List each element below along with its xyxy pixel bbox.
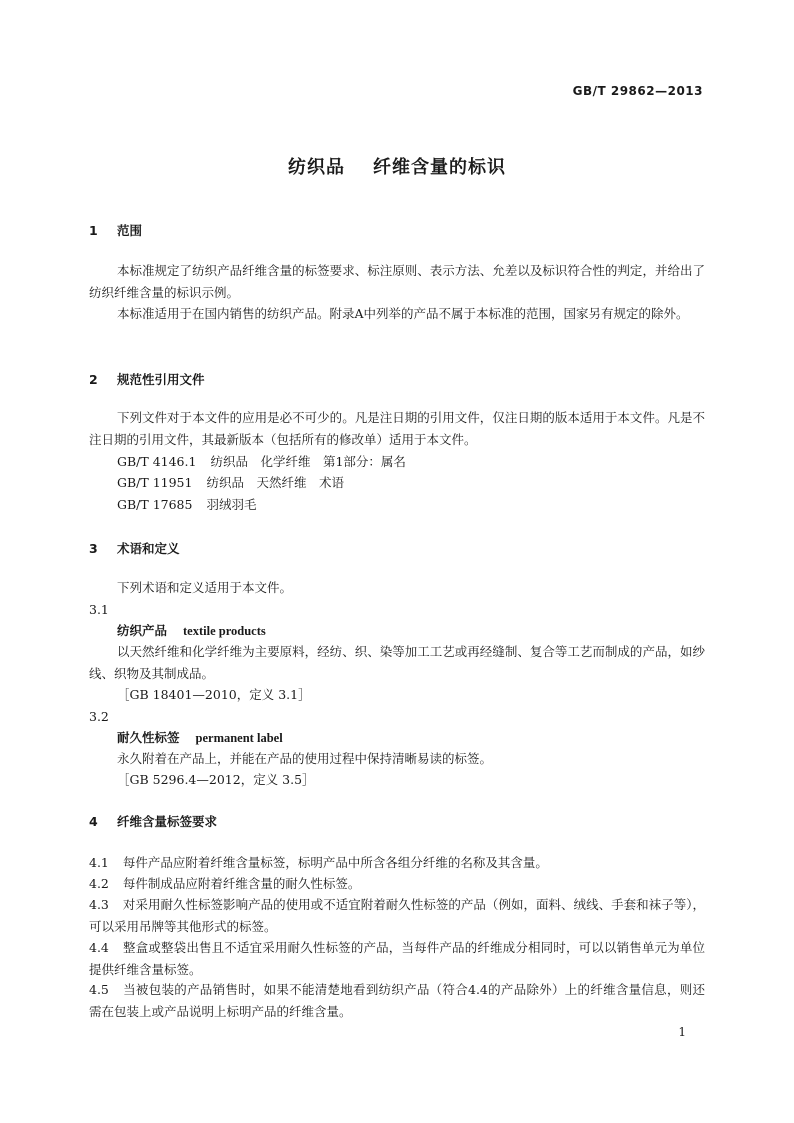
page-number: 1 [678, 1025, 686, 1039]
term-3-2-title: 耐久性标签 permanent label [117, 730, 283, 745]
page-title [0, 153, 794, 179]
term-3-2-definition: 永久附着在产品上，并能在产品的使用过程中保持清晰易读的标签。 [117, 751, 493, 766]
clause-4-5: 4.5 当被包装的产品销售时，如果不能清楚地看到纺织产品（符合4.4的产品除外）上的纤维含量信息，则还需在包装上或产品说明上标明产品的纤维含量。 [89, 982, 705, 1019]
section-1-paragraph-1: 本标准规定了纺织产品纤维含量的标签要求、标注原则、表示方法、允差以及标识符合性的判定，并给出了纺织纤维含量的标识示例。 [89, 263, 705, 300]
term-3-1-source: ［GB 18401—2010，定义 3.1］ [117, 687, 311, 702]
term-3-1-title: 纺织产品 textile products [117, 623, 266, 638]
normative-reference: GB/T 17685 羽绒羽毛 [117, 497, 257, 512]
title-part1: 纺织品 [288, 157, 345, 178]
section-1-paragraph-2: 本标准适用于在国内销售的纺织产品。附录A中列举的产品不属于本标准的范围，国家另有规定的除外。 [117, 306, 689, 321]
section-4-heading: 4 纤维含量标签要求 [89, 814, 218, 829]
term-3-2-source: ［GB 5296.4—2012，定义 3.5］ [117, 772, 315, 787]
clause-4-3: 4.3 对采用耐久性标签影响产品的使用或不适宜附着耐久性标签的产品（例如，面料、绒线、手套和袜子等），可以采用吊牌等其他形式的标签。 [89, 897, 705, 934]
clause-4-2: 4.2 每件制成品应附着纤维含量的耐久性标签。 [89, 876, 361, 891]
section-3-heading: 3 术语和定义 [89, 541, 180, 556]
normative-reference: GB/T 11951 纺织品 天然纤维 术语 [117, 475, 344, 490]
section-2-paragraph-1: 下列文件对于本文件的应用是必不可少的。凡是注日期的引用文件，仅注日期的版本适用于本文件。凡是不注日期的引用文件，其最新版本（包括所有的修改单）适用于本文件。 [89, 410, 705, 447]
section-3-intro: 下列术语和定义适用于本文件。 [117, 580, 293, 595]
title-part2: 纤维含量的标识 [373, 157, 506, 178]
term-3-2-number: 3.2 [89, 709, 109, 724]
clause-4-1: 4.1 每件产品应附着纤维含量标签，标明产品中所含各组分纤维的名称及其含量。 [89, 855, 548, 870]
section-2-heading: 2 规范性引用文件 [89, 372, 205, 387]
section-1-heading: 1 范围 [89, 223, 143, 238]
normative-reference: GB/T 4146.1 纺织品 化学纤维 第1部分：属名 [117, 454, 406, 469]
term-3-1-definition: 以天然纤维和化学纤维为主要原料，经纺、织、染等加工工艺或再经缝制、复合等工艺而制成的产品，如纱线、织物及其制成品。 [89, 644, 705, 681]
clause-4-4: 4.4 整盒或整袋出售且不适宜采用耐久性标签的产品，当每件产品的纤维成分相同时，可以以销售单元为单位提供纤维含量标签。 [89, 940, 705, 977]
standard-code: GB/T 29862—2013 [572, 84, 703, 98]
term-3-1-number: 3.1 [89, 602, 109, 617]
